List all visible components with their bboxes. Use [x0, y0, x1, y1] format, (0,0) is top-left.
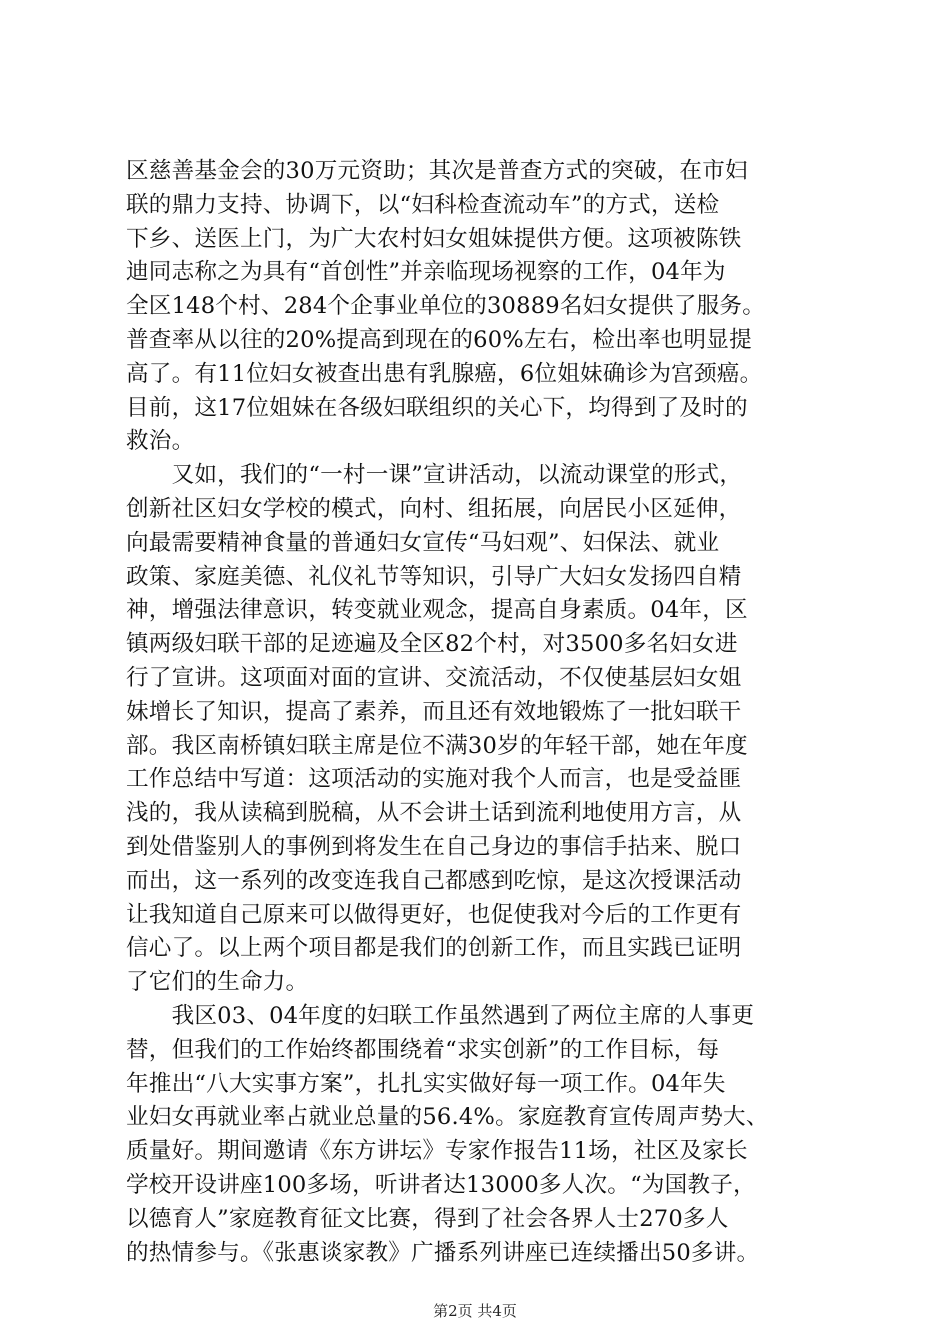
text-line: 全区148个村、284个企事业单位的30889名妇女提供了服务。 [126, 293, 765, 320]
text-line: 替，但我们的工作始终都围绕着“求实创新”的工作目标，每 [126, 1036, 720, 1063]
text-line: 普查率从以往的20%提高到现在的60%左右，检出率也明显提 [126, 326, 752, 353]
text-line: 学校开设讲座100多场，听讲者达13000多人次。“为国教子， [126, 1171, 756, 1198]
text-line: 质量好。期间邀请《东方讲坛》专家作报告11场，社区及家长 [126, 1138, 748, 1165]
text-line: 信心了。以上两个项目都是我们的创新工作，而且实践已证明 [126, 935, 742, 962]
text-line: 的热情参与。《张惠谈家教》广播系列讲座已连续播出50多讲。 [126, 1239, 760, 1266]
text-line: 而出，这一系列的改变连我自己都感到吃惊，是这次授课活动 [126, 867, 742, 894]
text-line: 让我知道自己原来可以做得更好，也促使我对今后的工作更有 [126, 901, 742, 928]
text-line: 向最需要精神食量的普通妇女宣传“马妇观”、妇保法、就业 [126, 529, 720, 556]
text-line: 我区03、04年度的妇联工作虽然遇到了两位主席的人事更 [126, 1002, 755, 1029]
text-line: 部。我区南桥镇妇联主席是位不满30岁的年轻干部，她在年度 [126, 732, 748, 759]
text-line: 迪同志称之为具有“首创性”并亲临现场视察的工作，04年为 [126, 259, 726, 286]
text-line: 神，增强法律意识，转变就业观念，提高自身素质。04年，区 [126, 597, 748, 624]
text-line: 创新社区妇女学校的模式，向村、组拓展，向居民小区延伸， [126, 495, 742, 522]
text-line: 联的鼎力支持、协调下，以“妇科检查流动车”的方式，送检 [126, 191, 720, 218]
text-line: 到处借鉴别人的事例到将发生在自己身边的事信手拈来、脱口 [126, 833, 742, 860]
text-line: 行了宣讲。这项面对面的宣讲、交流活动，不仅使基层妇女姐 [126, 664, 742, 691]
text-line: 下乡、送医上门，为广大农村妇女姐妹提供方便。这项被陈铁 [126, 225, 742, 252]
page-number-footer: 第2页 共4页 [433, 1302, 517, 1320]
text-line: 以德育人”家庭教育征文比赛，得到了社会各界人士270多人 [126, 1205, 729, 1232]
text-line: 镇两级妇联干部的足迹遍及全区82个村，对3500多名妇女进 [126, 631, 738, 658]
text-line: 了它们的生命力。 [126, 969, 309, 996]
text-line: 又如，我们的“一村一课”宣讲活动，以流动课堂的形式， [126, 462, 743, 489]
text-line: 浅的，我从读稿到脱稿，从不会讲土话到流利地使用方言，从 [126, 800, 742, 827]
text-line: 工作总结中写道：这项活动的实施对我个人而言，也是受益匪 [126, 766, 742, 793]
text-line: 救治。 [126, 428, 195, 455]
text-line: 业妇女再就业率占就业总量的56.4%。家庭教育宣传周声势大、 [126, 1104, 769, 1131]
text-line: 目前，这17位姐妹在各级妇联组织的关心下，均得到了及时的 [126, 394, 748, 421]
text-line: 政策、家庭美德、礼仪礼节等知识，引导广大妇女发扬四自精 [126, 563, 742, 590]
text-line: 年推出“八大实事方案”，扎扎实实做好每一项工作。04年失 [126, 1070, 726, 1097]
text-line: 高了。有11位妇女被查出患有乳腺癌，6位姐妹确诊为宫颈癌。 [126, 360, 763, 387]
text-line: 妹增长了知识，提高了素养，而且还有效地锻炼了一批妇联干 [126, 698, 742, 725]
document-body [126, 155, 846, 1270]
text-line: 区慈善基金会的30万元资助；其次是普查方式的突破，在市妇 [126, 158, 748, 184]
